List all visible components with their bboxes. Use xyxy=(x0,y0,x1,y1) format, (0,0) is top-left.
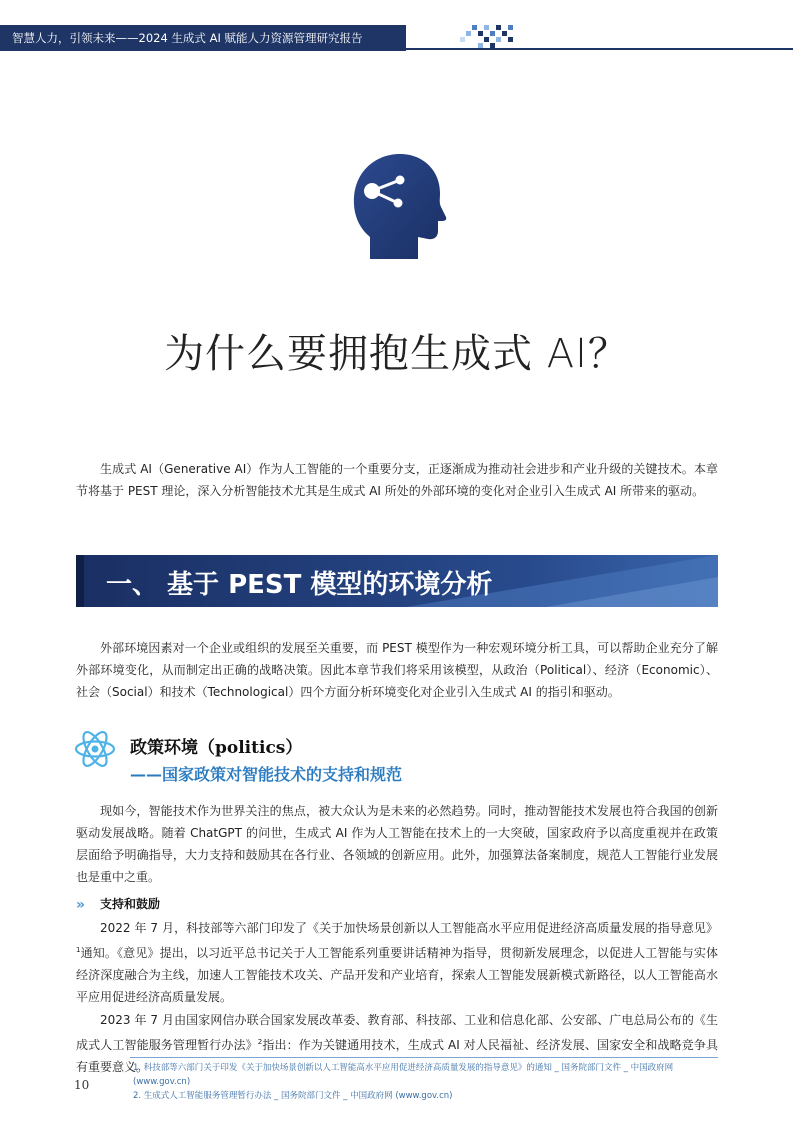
page-number: 10 xyxy=(74,1078,90,1092)
para-text: 指出：作为关键通用技术，生成式 AI 对人民福祉、经济发展、国家安全和战略竞争具有重要意义。 xyxy=(76,1038,718,1074)
footnote-1[interactable]: 1. 科技部等六部门关于印发《关于加快场景创新以人工智能高水平应用促进经济高质量发展的指导意见》的通知 _ 国务院部门文件 _ 中国政府网 (www.gov.cn) xyxy=(133,1063,674,1087)
pixel-pattern-icon xyxy=(446,21,518,51)
section-banner xyxy=(76,555,718,607)
header-title: 智慧人力，引领未来——2024 生成式 AI 赋能人力资源管理研究报告 xyxy=(0,25,406,51)
double-chevron-icon: » xyxy=(76,897,83,913)
subsection-heading: 支持和鼓励 xyxy=(100,897,161,911)
atom-icon xyxy=(74,728,116,770)
para-text: 2022 年 7 月，科技部等六部门印发了《关于加快场景创新以人工智能高水平应用促进经济高质量发展的指导意见》 xyxy=(100,921,718,935)
footnote-divider xyxy=(130,1057,718,1058)
footnote-ref[interactable]: 1 xyxy=(76,946,81,954)
chapter-intro: 生成式 AI（Generative AI）作为人工智能的一个重要分支，正逐渐成为推动社会进步和产业升级的关键技术。本章节将基于 PEST 理论，深入分析智能技术尤其是生成式 AI 所处的外部环境的变化对企业引入生成式 AI 所带来的驱动。 xyxy=(76,462,718,498)
policy-paragraph: 现如今，智能技术作为世界关注的焦点，被大众认为是未来的必然趋势。同时，推动智能技术发展也符合我国的创新驱动发展战略。随着 ChatGPT 的问世，生成式 AI 作为人工智能在技术上的一大突破，国家政府予以高度重视并在政策层面给予明确指导，大力支持和鼓励其在各行业、各领域的创新应用。此外，加强算法备案制度，规范人工智能行业发展也是重中之重。 xyxy=(76,804,718,884)
footnote-2[interactable]: 2. 生成式人工智能服务管理暂行办法 _ 国务院部门文件 _ 中国政府网 (www.gov.cn) xyxy=(133,1091,453,1101)
policy-paragraph-2022 xyxy=(76,917,718,1008)
chapter-title: 为什么要拥抱生成式 AI？ xyxy=(164,331,629,377)
para-text: 通知。《意见》提出，以习近平总书记关于人工智能系列重要讲话精神为指导，贯彻新发展理念，以促进人工智能与实体经济深度融合为主线，加速人工智能技术攻关、产品开发和产业培育，探索人工智能发展新模式新路径，以人工智能高水平应用促进经济高质量发展。 xyxy=(76,946,718,1004)
para-text: 2023 年 7 月由国家网信办联合国家发展改革委、教育部、科技部、工业和信息化部、公安部、广电总局公布的《生成式人工智能服务管理暂行办法》 xyxy=(76,1013,718,1052)
policy-paragraph-2023 xyxy=(76,1009,718,1074)
footnote-ref[interactable]: 2 xyxy=(257,1038,263,1046)
pest-intro-paragraph: 外部环境因素对一个企业或组织的发展至关重要，而 PEST 模型作为一种宏观环境分析工具，可以帮助企业充分了解外部环境变化，从而制定出正确的战略决策。因此本章节我们将采用该模型，从政治（Political）、经济（Economic）、社会（Social）和技术（Technological）四个方面分析环境变化对企业引入生成式 AI 的指引和驱动。 xyxy=(76,641,718,699)
ai-head-icon xyxy=(350,151,446,261)
policy-section-title: 政策环境（politics） xyxy=(130,738,303,758)
policy-section-subtitle: ——国家政策对智能技术的支持和规范 xyxy=(130,765,403,784)
section-banner-title: 一、 基于 PEST 模型的环境分析 xyxy=(106,570,493,600)
